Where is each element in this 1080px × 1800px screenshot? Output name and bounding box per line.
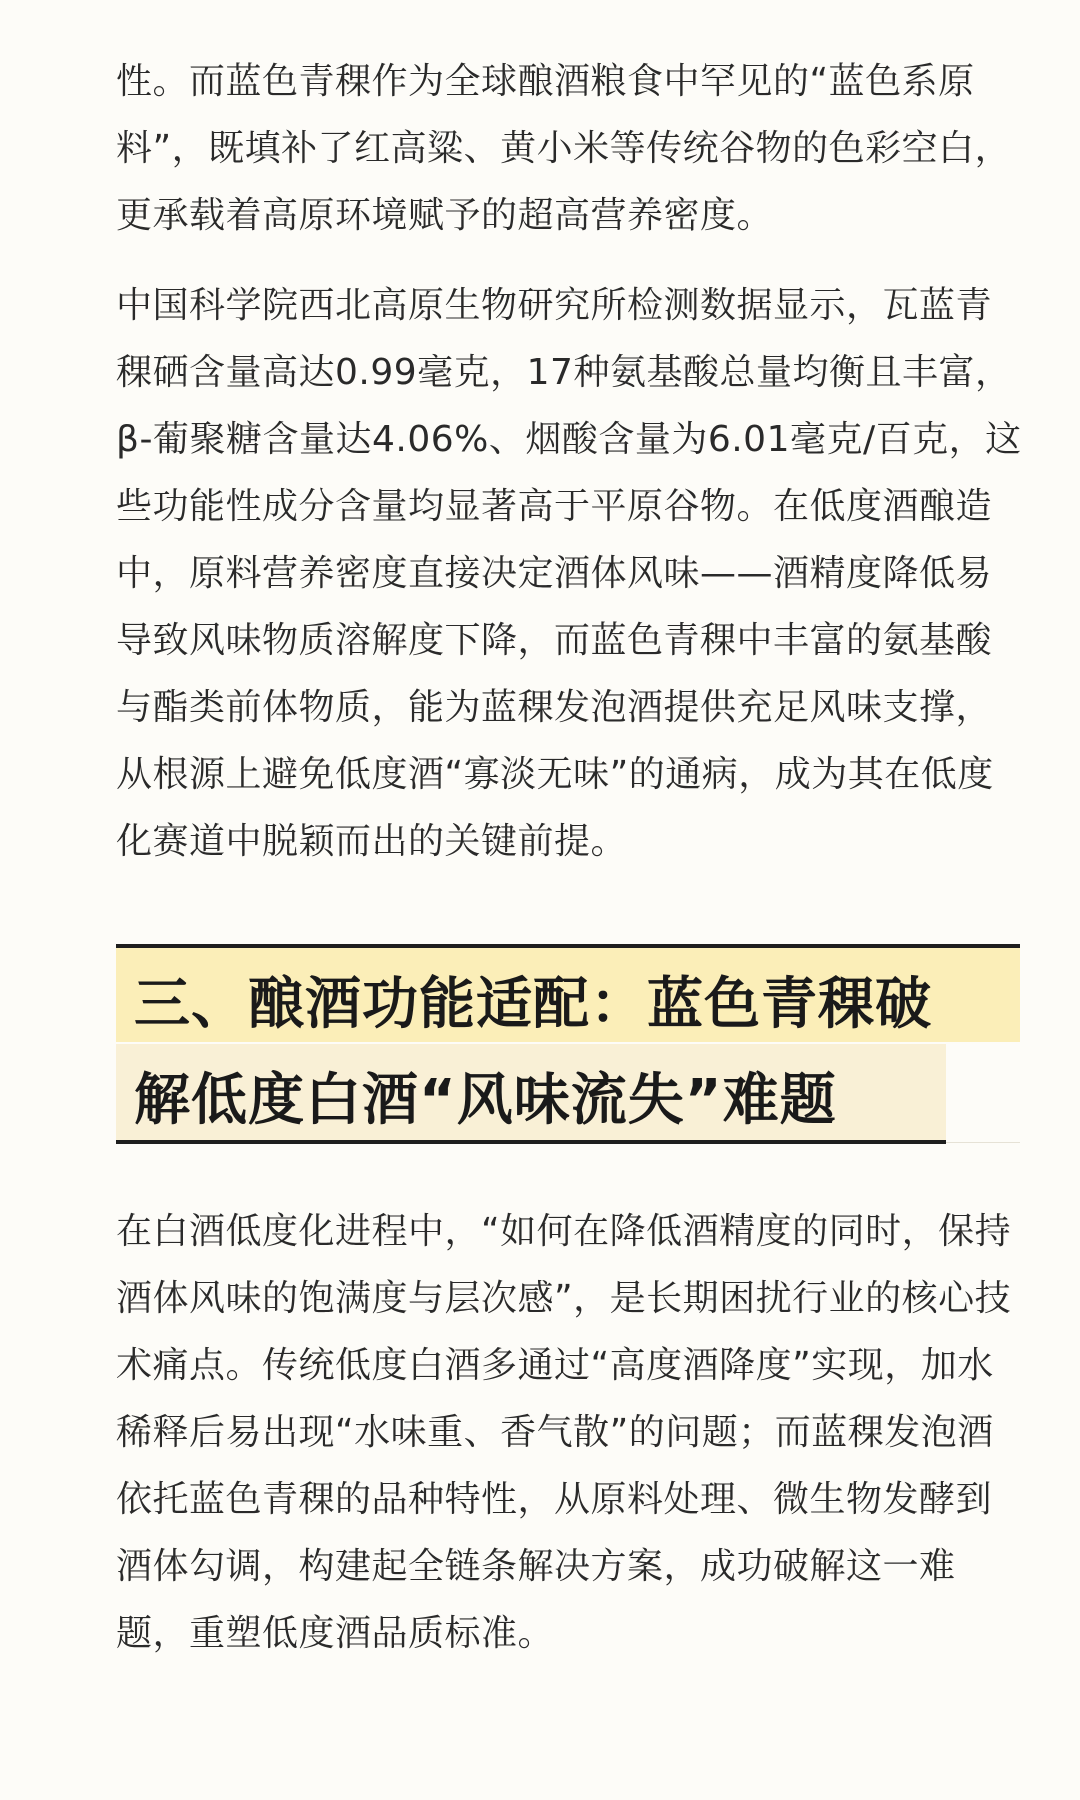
section-heading: [116, 944, 1020, 1144]
heading-faint-rule: [946, 1142, 1020, 1143]
body-paragraph-3: 在白酒低度化进程中，“如何在降低酒精度的同时，保持酒体风味的饱满度与层次感”，是长期困扰行业的核心技术痛点。传统低度白酒多通过“高度酒降度”实现，加水稀释后易出现“水味重、香气散”的问题；而蓝稞发泡酒依托蓝色青稞的品种特性，从原料处理、微生物发酵到酒体勾调，构建起全链条解决方案，成功破解这一难题，重塑低度酒品质标准。: [116, 1211, 1012, 1654]
body-paragraph-2: 中国科学院西北高原生物研究所检测数据显示，瓦蓝青稞硒含量高达0.99毫克，17种氨基酸总量均衡且丰富，β-葡聚糖含量达4.06%、烟酸含量为6.01毫克/百克，这些功能性成分含量均显著高于平原谷物。在低度酒酿造中，原料营养密度直接决定酒体风味——酒精度降低易导致风味物质溶解度下降，而蓝色青稞中丰富的氨基酸与酯类前体物质，能为蓝稞发泡酒提供充足风味支撑，从根源上避免低度酒“寡淡无味”的通病，成为其在低度化赛道中脱颖而出的关键前提。: [116, 285, 1022, 862]
heading-line-2: 解低度白酒“风味流失”难题: [134, 1068, 837, 1133]
heading-line-1: 三、酿酒功能适配：蓝色青稞破: [134, 972, 932, 1037]
heading-bottom-rule: [116, 1140, 946, 1144]
body-paragraph-1: 性。而蓝色青稞作为全球酿酒粮食中罕见的“蓝色系原料”，既填补了红高粱、黄小米等传统谷物的色彩空白，更承载着高原环境赋予的超高营养密度。: [116, 61, 1012, 236]
